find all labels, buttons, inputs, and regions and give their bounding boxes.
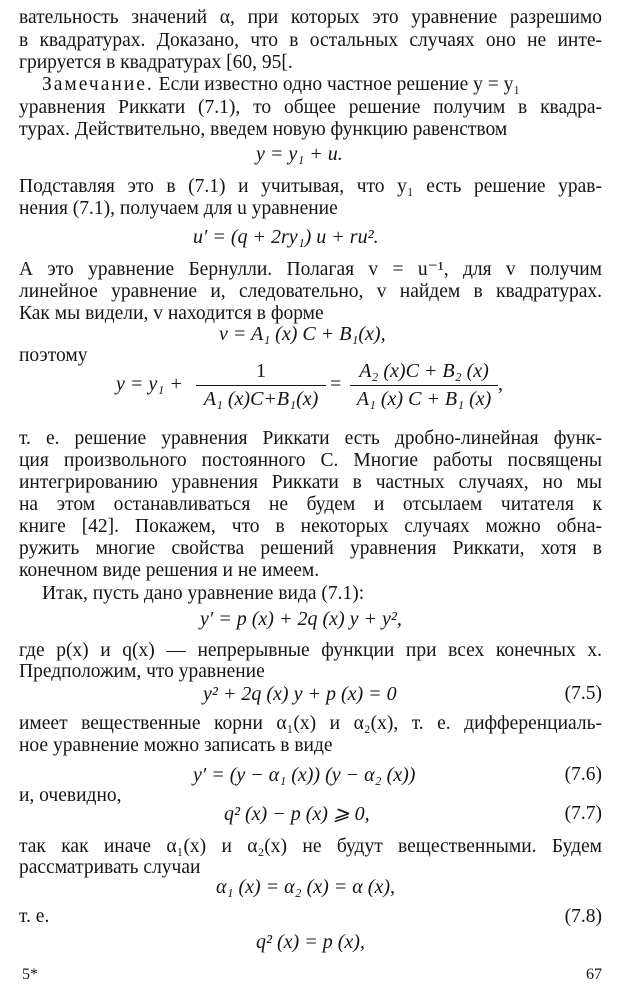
formula-v-form: v = A₁ (x) C + B₁(x), <box>219 323 386 345</box>
text-line: так как иначе α₁(x) и α₂(x) не будут вещественными. Будем <box>19 836 602 857</box>
text-line: т. е. <box>19 906 50 927</box>
text-line: поэтому <box>19 345 88 366</box>
formula-y-substitution: y = y₁ + u. <box>256 143 343 165</box>
formula-riccati: y′ = p (x) + 2q (x) y + y², <box>200 608 402 630</box>
formula-y-lhs: y = y₁ + <box>116 373 183 395</box>
fraction-bar <box>350 385 498 386</box>
remark-word: Замечание. <box>42 74 154 95</box>
text-line: уравнения Риккати (7.1), то общее решение получим в квадра- <box>19 97 602 118</box>
formula-discriminant: q² (x) − p (x) ⩾ 0, <box>224 803 370 825</box>
text-line: Итак, пусть дано уравнение вида (7.1): <box>42 583 365 604</box>
text-line: на этом останавливаться не будем и отсылаем читателя к <box>19 494 602 515</box>
text-line: А это уравнение Бернулли. Полагая v = u⁻¹, для v получим <box>19 259 602 280</box>
text-line: т. е. решение уравнения Риккати есть дробно-линейная функ- <box>19 428 602 449</box>
equation-number: (7.5) <box>564 683 602 704</box>
text-line: конечном виде решения и не имеем. <box>19 560 320 581</box>
text-line: линейное уравнение и, следовательно, v найдем в квадратурах. <box>19 281 602 302</box>
equation-number: (7.8) <box>564 906 602 927</box>
fraction-numerator: 1 <box>256 360 266 382</box>
text-line: Предположим, что уравнение <box>19 661 265 682</box>
fraction-two <box>350 360 498 411</box>
fraction-one <box>196 360 326 411</box>
text-line: Подставляя это в (7.1) и учитывая, что y₁ есть решение урав- <box>19 176 602 197</box>
formula-equals: = <box>330 373 342 395</box>
remark-line <box>42 74 602 96</box>
text-line: вательность значений α, при которых это уравнение разрешимо <box>19 7 602 28</box>
remark-text: Если известно одно частное решение y = y₁ <box>158 74 521 95</box>
text-line: нения (7.1), получаем для u уравнение <box>19 198 338 219</box>
signature-mark: 5* <box>22 966 38 983</box>
text-line: книге [42]. Покажем, что в некоторых случаях можно обна- <box>19 516 602 537</box>
text-line: имеет вещественные корни α₁(x) и α₂(x), т. е. дифференциаль- <box>19 713 602 734</box>
text-line: грируется в квадратурах [60, 95[. <box>19 52 293 73</box>
text-line: где p(x) и q(x) — непрерывные функции при всех конечных x. <box>19 640 602 661</box>
formula-equal-roots: α₁ (x) = α₂ (x) = α (x), <box>216 876 395 898</box>
formula-u-equation: u′ = (q + 2ry₁) u + ru². <box>193 226 379 248</box>
fraction-denominator: A₁ (x)C+B₁(x) <box>203 388 319 410</box>
text-line: интегрированию уравнения Риккати в частных случаях, но мы <box>19 472 602 493</box>
formula-factored: y′ = (y − α₁ (x)) (y − α₂ (x)) <box>193 764 416 786</box>
fraction-denominator: A₁ (x) C + B₁ (x) <box>356 388 492 410</box>
text-line: в квадратурах. Доказано, что в остальных случаях оно не инте- <box>19 30 602 51</box>
page-number: 67 <box>586 966 602 983</box>
text-line: турах. Действительно, введем новую функцию равенством <box>19 119 508 140</box>
formula-quadratic: y² + 2q (x) y + p (x) = 0 <box>203 683 397 705</box>
text-line: рассматривать случаи <box>19 857 201 878</box>
equation-number: (7.7) <box>564 803 602 824</box>
formula-comma: , <box>498 373 503 395</box>
fraction-bar <box>196 385 326 386</box>
equation-number: (7.6) <box>564 764 602 785</box>
text-line: Как мы видели, v находится в форме <box>19 303 324 324</box>
formula-q-squared: q² (x) = p (x), <box>256 931 365 953</box>
fraction-numerator: A₂ (x)C + B₂ (x) <box>359 360 489 382</box>
text-line: ное уравнение можно записать в виде <box>19 735 333 756</box>
text-line: и, очевидно, <box>19 785 122 806</box>
text-line: ружить многие свойства решений уравнения Риккати, хотя в <box>19 538 602 559</box>
text-line: ция произвольного постоянного C. Многие работы посвящены <box>19 450 602 471</box>
